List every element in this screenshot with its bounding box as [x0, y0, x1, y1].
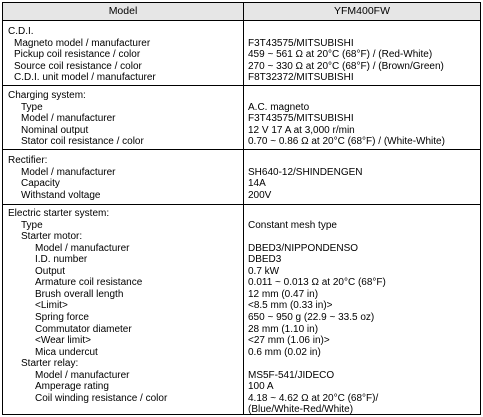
spec-label: Nominal output: [21, 124, 89, 136]
spec-row: [3, 178, 480, 189]
spec-label: C.D.I. unit model / manufacturer: [14, 72, 156, 84]
spec-label: Starter relay:: [21, 358, 79, 370]
spec-row: [3, 300, 480, 311]
spec-row: [3, 113, 480, 124]
spec-value: SH640-12/SHINDENGEN: [248, 166, 363, 178]
spec-label: <Wear limit>: [35, 335, 91, 347]
spec-row: [3, 243, 480, 254]
spec-row: [3, 289, 480, 300]
table-header: [3, 3, 480, 21]
spec-row: [3, 26, 480, 37]
spec-label: Model / manufacturer: [21, 113, 116, 125]
spec-row: [3, 266, 480, 277]
spec-value: <8.5 mm (0.33 in)>: [248, 300, 333, 312]
spec-value: F3T43575/MITSUBISHI: [248, 37, 354, 49]
spec-value: 28 mm (1.10 in): [248, 323, 319, 335]
spec-row: [3, 102, 480, 113]
charging-system-section: [3, 86, 480, 150]
spec-table: [2, 2, 481, 415]
spec-row: [3, 190, 480, 201]
electric-starter-section: [3, 205, 480, 414]
spec-row: [3, 49, 480, 60]
spec-row: [3, 231, 480, 242]
spec-value: 12 V 17 A at 3,000 r/min: [248, 124, 355, 136]
spec-label: Coil winding resistance / color: [35, 392, 168, 404]
model-value-header: YFM400FW: [333, 5, 390, 17]
spec-label: Rectifier:: [8, 155, 48, 166]
spec-label: Type: [21, 101, 43, 113]
spec-label: Withstand voltage: [21, 189, 101, 201]
spec-row: [3, 347, 480, 358]
spec-label: Amperage rating: [35, 381, 109, 393]
spec-value: 270 ~ 330 Ω at 20°C (68°F) / (Brown/Green): [248, 60, 444, 72]
spec-value: <27 mm (1.06 in)>: [248, 335, 330, 347]
spec-label: Brush overall length: [35, 288, 124, 300]
spec-value: F8T32372/MITSUBISHI: [248, 72, 354, 84]
spec-label: <Limit>: [35, 300, 68, 312]
spec-row: [3, 381, 480, 392]
spec-value: (Blue/White-Red/White): [248, 404, 354, 416]
spec-row: [3, 38, 480, 49]
spec-label: Model / manufacturer: [35, 242, 130, 254]
spec-label: Starter motor:: [21, 231, 83, 243]
spec-value: 14A: [248, 178, 266, 190]
spec-row: [3, 155, 480, 166]
spec-value: DBED3/NIPPONDENSO: [248, 242, 359, 254]
spec-row: [3, 370, 480, 381]
spec-label: Charging system:: [8, 90, 86, 101]
spec-label: Commutator diameter: [35, 323, 132, 335]
spec-row: [3, 61, 480, 72]
spec-row: [3, 72, 480, 83]
spec-value: 0.7 kW: [248, 265, 280, 277]
spec-label: Stator coil resistance / color: [21, 136, 144, 148]
spec-value: A.C. magneto: [248, 101, 310, 113]
spec-label: Mica undercut: [35, 346, 98, 358]
spec-row: [3, 404, 480, 415]
column-divider: [243, 3, 244, 414]
spec-row: [3, 277, 480, 288]
rectifier-section: [3, 150, 480, 205]
spec-value: DBED3: [248, 254, 282, 266]
spec-row: [3, 220, 480, 231]
spec-row: [3, 335, 480, 346]
spec-value: Constant mesh type: [248, 219, 337, 231]
spec-label: I.D. number: [35, 254, 88, 266]
spec-row: [3, 393, 480, 404]
cdi-section: [3, 21, 480, 86]
spec-row: [3, 254, 480, 265]
spec-label: Output: [35, 265, 66, 277]
spec-value: 459 ~ 561 Ω at 20°C (68°F) / (Red-White): [248, 49, 433, 61]
spec-value: 100 A: [248, 381, 274, 393]
spec-label: Armature coil resistance: [35, 277, 143, 289]
spec-label: Source coil resistance / color: [14, 60, 142, 72]
spec-label: Model / manufacturer: [21, 166, 116, 178]
spec-value: 650 ~ 950 g (22.9 ~ 33.5 oz): [248, 311, 375, 323]
spec-value: 0.011 ~ 0.013 Ω at 20°C (68°F): [248, 277, 386, 289]
spec-row: [3, 208, 480, 219]
spec-value: F3T43575/MITSUBISHI: [248, 113, 354, 125]
spec-row: [3, 125, 480, 136]
spec-row: [3, 358, 480, 369]
spec-row: [3, 136, 480, 147]
spec-value: 12 mm (0.47 in): [248, 288, 319, 300]
model-column-header: Model: [108, 5, 138, 17]
spec-row: [3, 324, 480, 335]
spec-row: [3, 312, 480, 323]
spec-label: Model / manufacturer: [35, 369, 130, 381]
spec-label: Pickup coil resistance / color: [14, 49, 141, 61]
spec-row: [3, 90, 480, 101]
spec-label: Spring force: [35, 311, 89, 323]
spec-value: 0.70 ~ 0.86 Ω at 20°C (68°F) / (White-White): [248, 136, 445, 148]
spec-label: Type: [21, 219, 43, 231]
spec-value: 4.18 ~ 4.62 Ω at 20°C (68°F)/: [248, 392, 379, 404]
spec-label: Electric starter system:: [8, 208, 110, 219]
spec-value: MS5F-541/JIDECO: [248, 369, 335, 381]
spec-label: Magneto model / manufacturer: [14, 37, 151, 49]
spec-value: 0.6 mm (0.02 in): [248, 346, 321, 358]
spec-label: C.D.I.: [8, 26, 34, 37]
spec-row: [3, 167, 480, 178]
spec-value: 200V: [248, 189, 272, 201]
spec-label: Capacity: [21, 178, 60, 190]
